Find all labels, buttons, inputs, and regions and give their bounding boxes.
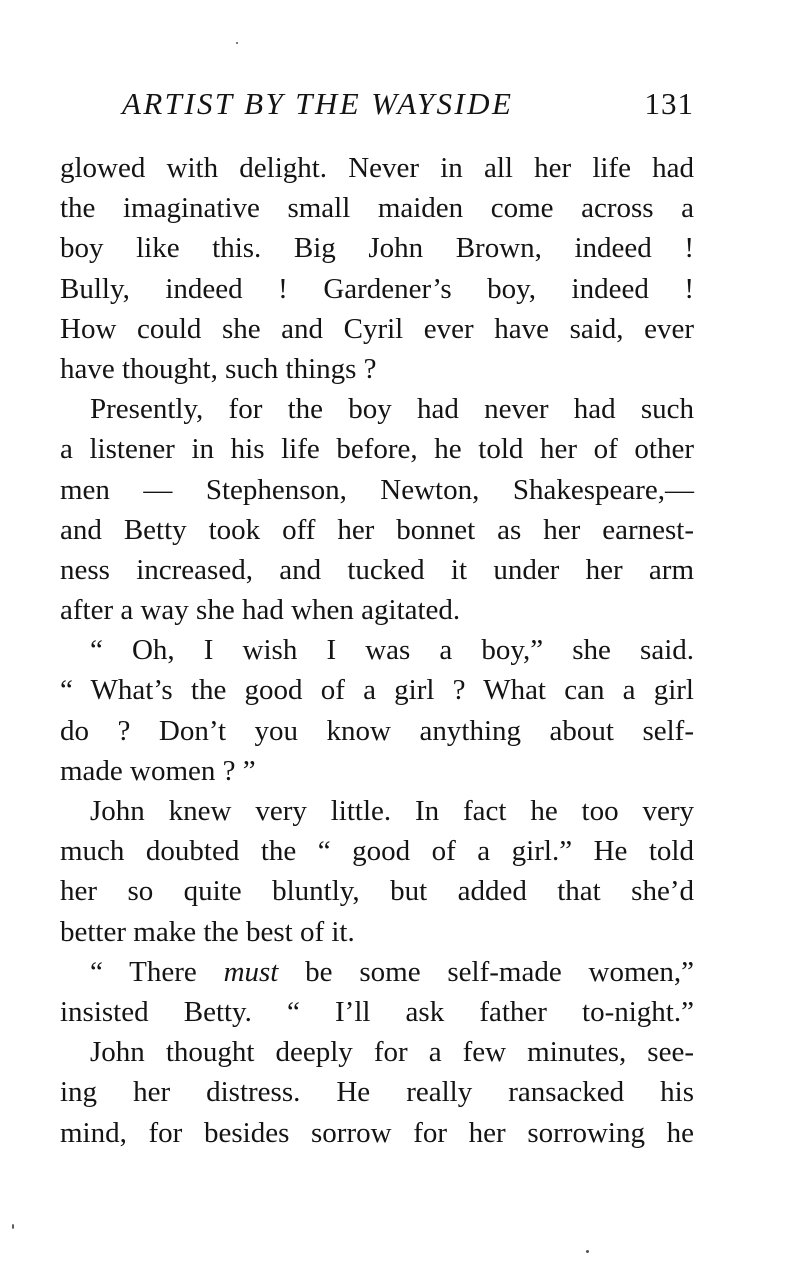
text-line: have thought, such things ?: [60, 352, 377, 385]
text-line: do ? Don’t you know anything about self-: [60, 714, 694, 747]
text-line: mind, for besides sorrow for her sorrowing he: [60, 1116, 694, 1149]
italic-emphasis: must: [223, 955, 279, 988]
text-line: How could she and Cyril ever have said, ever: [60, 312, 694, 345]
scan-speck: [236, 42, 238, 44]
text-line: men — Stephenson, Newton, Shakespeare,—: [60, 473, 694, 506]
text-line: much doubted the “ good of a girl.” He told: [60, 835, 694, 868]
body-text: [60, 148, 694, 1153]
paragraph-start-line: John thought deeply for a few minutes, see-: [90, 1036, 694, 1069]
page-number: 131: [644, 86, 694, 121]
paragraph-start-line: John knew very little. In fact he too very: [90, 795, 694, 827]
text-line: glowed with delight. Never in all her life had: [60, 152, 694, 184]
text-line: made women ? ”: [60, 754, 256, 787]
text-line: a listener in his life before, he told her of other: [60, 433, 694, 466]
text-line: “ What’s the good of a girl ? What can a girl: [60, 674, 694, 707]
text-line: her so quite bluntly, but added that she’d: [60, 875, 694, 908]
text-line: better make the best of it.: [60, 915, 355, 948]
text-line: ness increased, and tucked it under her arm: [60, 553, 694, 586]
text-line: after a way she had when agitated.: [60, 594, 461, 627]
text-line: boy like this. Big John Brown, indeed !: [60, 232, 694, 265]
text-line: ing her distress. He really ransacked his: [60, 1076, 694, 1109]
running-header: [60, 86, 694, 130]
paragraph-start-line: [60, 952, 694, 992]
text-fragment: “ There: [90, 955, 224, 988]
paragraph-start-line: Presently, for the boy had never had such: [90, 393, 694, 426]
text-line: and Betty took off her bonnet as her earnest-: [60, 513, 694, 546]
text-line: insisted Betty. “ I’ll ask father to-night.”: [60, 995, 694, 1028]
text-line: Bully, indeed ! Gardener’s boy, indeed !: [60, 272, 694, 305]
paragraph-start-line: “ Oh, I wish I was a boy,” she said.: [90, 634, 694, 667]
scan-speck: [12, 1224, 14, 1229]
text-line: the imaginative small maiden come across a: [60, 192, 694, 225]
text-fragment: be some self-made women,”: [278, 955, 694, 988]
scan-speck: [586, 1250, 589, 1253]
running-title: ARTIST BY THE WAYSIDE: [122, 86, 514, 121]
